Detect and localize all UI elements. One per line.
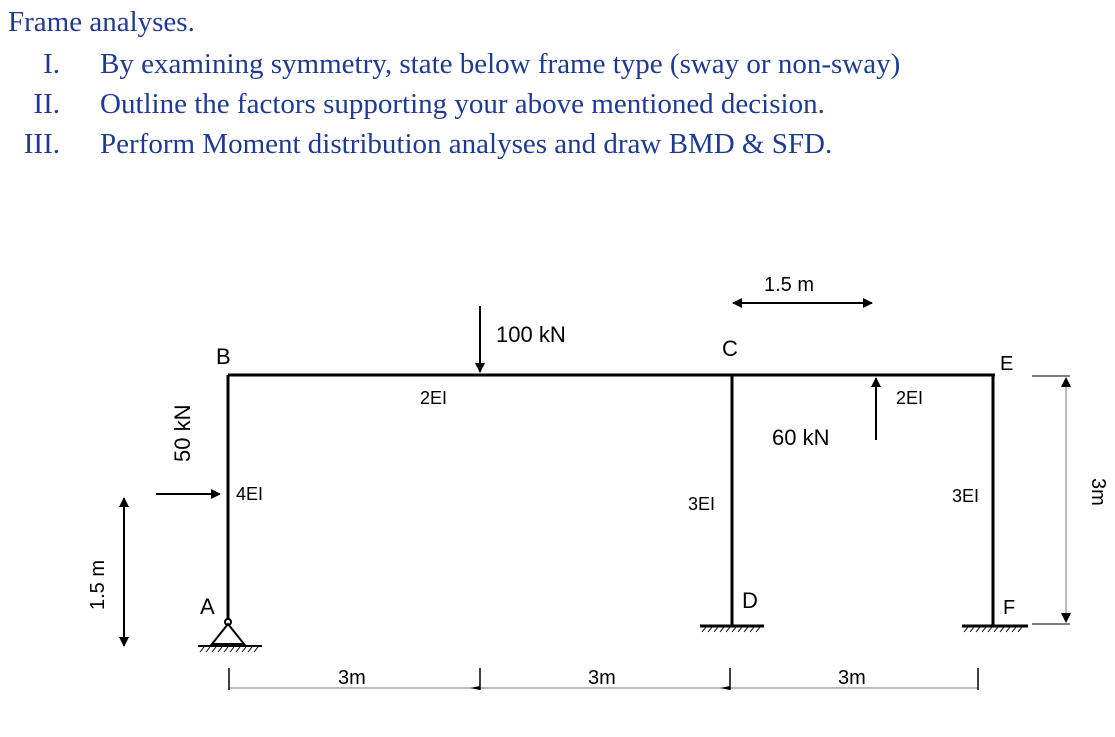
question-3-number: III. [23, 128, 60, 160]
dimension-height-label: 3m [1087, 478, 1109, 506]
stiffness-label-ab: 4EI [236, 484, 264, 504]
dimension-span1-label: 3m [338, 667, 366, 689]
question-2-number: II. [33, 88, 60, 120]
fixed-support-f [962, 626, 1028, 632]
dimension-load-height-label: 1.5 m [87, 559, 109, 610]
load-label-50kn: 50 kN [170, 404, 195, 462]
question-3-text: Perform Moment distribution analyses and draw BMD & SFD. [100, 128, 833, 160]
dimension-height [1032, 376, 1070, 624]
pin-support-a [198, 619, 262, 652]
node-label-b: B [216, 344, 231, 369]
node-label-f: F [1003, 597, 1016, 619]
question-1-number: I. [43, 48, 60, 80]
load-label-100kn: 100 kN [496, 322, 566, 347]
page-title: Frame analyses. [8, 6, 195, 38]
node-label-e: E [1000, 353, 1014, 375]
dimension-span3-label: 3m [838, 667, 866, 689]
stiffness-label-bc: 2EI [420, 388, 448, 408]
dimension-load-offset-label: 1.5 m [764, 274, 815, 296]
dimension-span2-label: 3m [588, 667, 616, 689]
stiffness-label-ce: 2EI [896, 388, 924, 408]
question-2-text: Outline the factors supporting your above mentioned decision. [100, 88, 825, 120]
question-1-text: By examining symmetry, state below frame type (sway or non-sway) [100, 48, 901, 80]
node-label-c: C [722, 336, 738, 361]
node-label-d: D [742, 588, 758, 613]
load-label-60kn: 60 kN [772, 425, 830, 450]
node-label-a: A [200, 594, 215, 619]
stiffness-label-ef: 3EI [952, 486, 980, 506]
fixed-support-d [700, 626, 764, 632]
stiffness-label-cd: 3EI [688, 494, 716, 514]
